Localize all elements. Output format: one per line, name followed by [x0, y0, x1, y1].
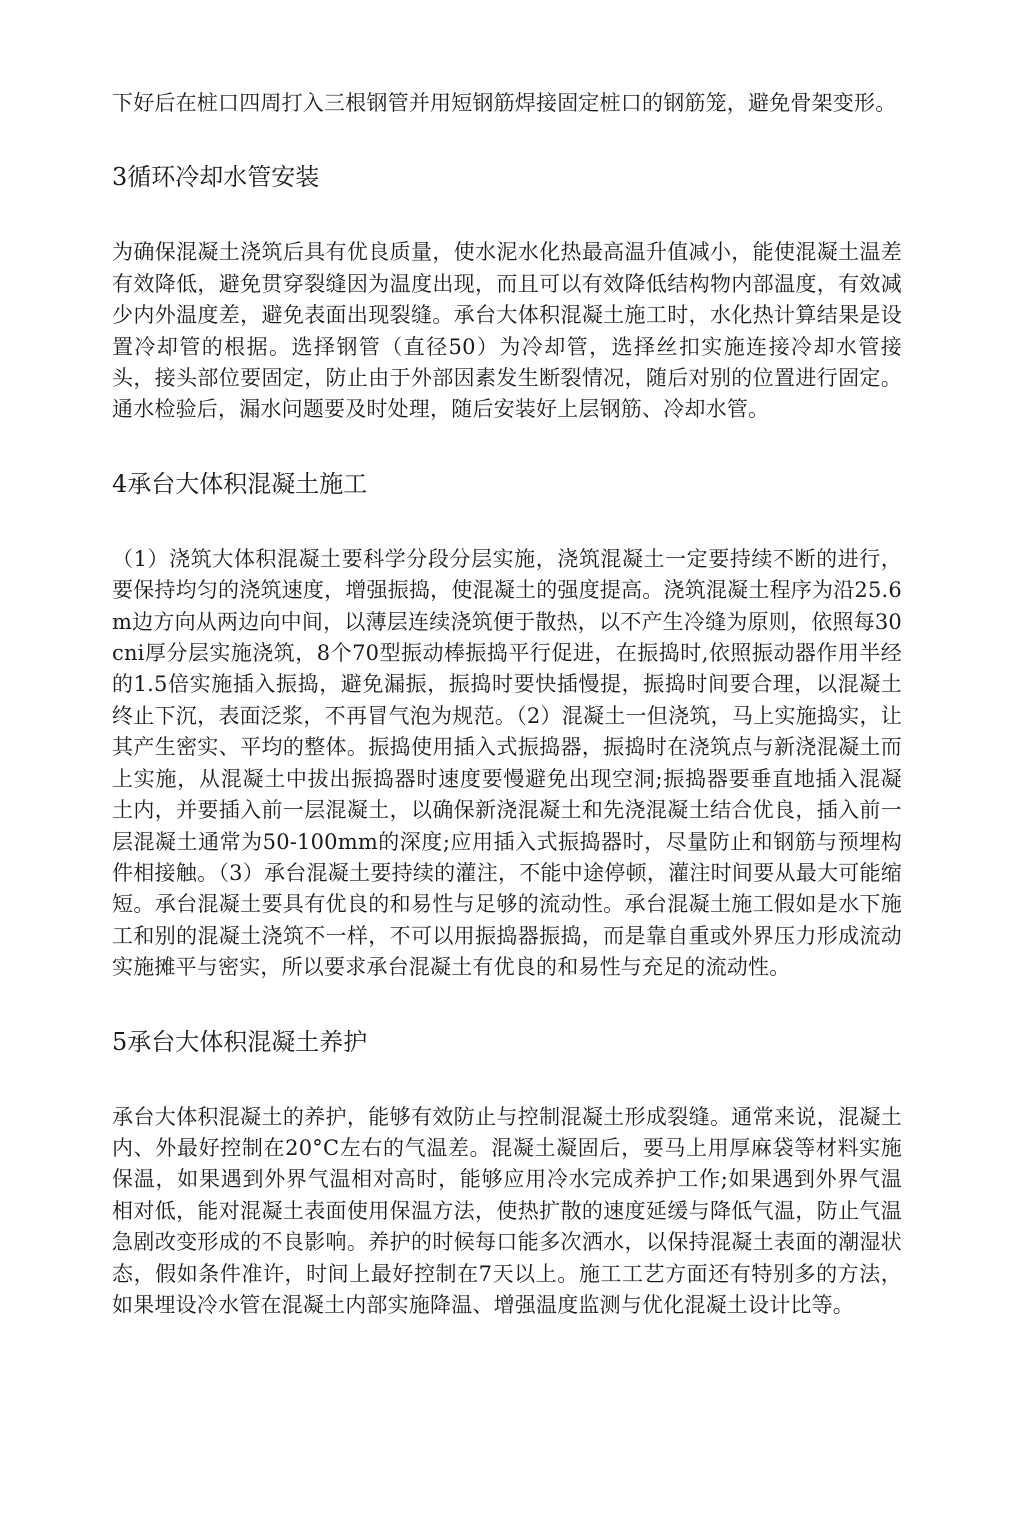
intro-paragraph: 下好后在桩口四周打入三根钢管并用短钢筋焊接固定桩口的钢筋笼，避免骨架变形。 — [112, 91, 897, 115]
section-4-paragraph: （1）浇筑大体积混凝土要科学分段分层实施，浇筑混凝土一定要持续不断的进行，要保持均匀的浇筑速度，增强振捣，使混凝土的强度提高。浇筑混凝土程序为沿25.6m边方向从两边向中间，以薄层连续浇筑便于散热，以不产生冷缝为原则，依照每30cni厚分层实施浇筑，8个70型振动棒振捣平行促进，在振捣时,依照振动器作用半经的1.5倍实施插入振捣，避免漏振，振捣时要快插慢提，振捣时间要合理，以混凝土终止下沉，表面泛浆，不再冒气泡为规范。（2）混凝土一但浇筑，马上实施捣实，让其产生密实、平均的整体。振捣使用插入式振捣器，振捣时在浇筑点与新浇混凝土而上实施，从混凝土中拔出振捣器时速度要慢避免出现空洞;振捣器要垂直地插入混凝土内，并要插入前一层混凝土，以确保新浇混凝土和先浇混凝土结合优良，插入前一层混凝土通常为50-100mm的深度;应用插入式振捣器时，尽量防止和钢筋与预埋构件相接触。（3）承台混凝土要持续的灌注，不能中途停顿，灌注时间要从最大可能缩短。承台混凝土要具有优良的和易性与足够的流动性。承台混凝土施工假如是水下施工和别的混凝土浇筑不一样，不可以用振捣器振捣，而是靠自重或外界压力形成流动实施摊平与密实，所以要求承台混凝土有优良的和易性与充足的流动性。 — [112, 546, 902, 980]
section-4-heading: 4承台大体积混凝土施工 — [112, 469, 368, 498]
section-5-heading: 5承台大体积混凝土养护 — [112, 1027, 368, 1056]
section-3-heading: 3循环冷却水管安装 — [112, 163, 320, 192]
section-3-paragraph: 为确保混凝土浇筑后具有优良质量，使水泥水化热最高温升值减小，能使混凝土温差有效降低，避免贯穿裂缝因为温度出现，而且可以有效降低结构物内部温度，有效减少内外温度差，避免表面出现裂缝。承台大体积混凝土施工时，水化热计算结果是设置冷却管的根据。选择钢管（直径50）为冷却管，选择丝扣实施连接冷却水管接头，接头部位要固定，防止由于外部因素发生断裂情况，随后对别的位置进行固定。通水检验后，漏水问题要及时处理，随后安装好上层钢筋、冷却水管。 — [112, 240, 902, 422]
section-5-paragraph: 承台大体积混凝土的养护，能够有效防止与控制混凝土形成裂缝。通常来说，混凝土内、外最好控制在20°C左右的气温差。混凝土凝固后，要马上用厚麻袋等材料实施保温，如果遇到外界气温相对高时，能够应用冷水完成养护工作;如果遇到外界气温相对低，能对混凝土表面使用保温方法，使热扩散的速度延缓与降低气温，防止气温急剧改变形成的不良影响。养护的时候每口能多次洒水，以保持混凝土表面的潮湿状态，假如条件准许，时间上最好控制在7天以上。施工工艺方面还有特别多的方法，如果埋设冷水管在混凝土内部实施降温、增强温度监测与优化混凝土设计比等。 — [112, 1104, 902, 1317]
document-page — [112, 88, 902, 1321]
